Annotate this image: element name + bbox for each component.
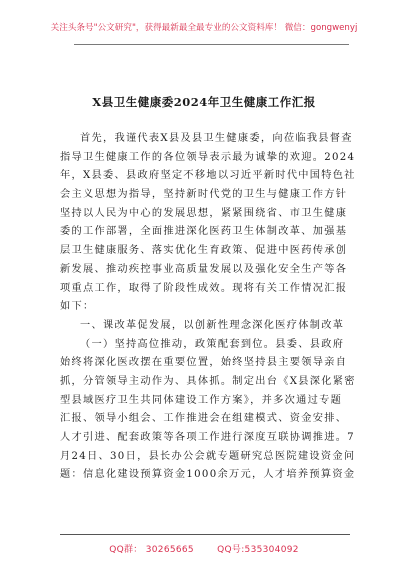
body-line: 如下：	[60, 301, 95, 313]
footer-contact	[0, 542, 408, 555]
body-line: 汇报、领导小组会、工作推进会在组建模式、资金安排、	[60, 413, 348, 425]
footer	[0, 534, 408, 580]
header-banner	[0, 0, 408, 62]
body-line: （一）坚持高位推动，政策配套到位。县委、县政府	[80, 338, 345, 350]
body-line: 型县域医疗卫生共同体建设工作方案》，并多次通过专题	[60, 394, 343, 406]
banner-text: 关注头条号"公文研究"，获得最新最全最专业的公文资料库！ 微信：gongwenyj	[50, 23, 358, 33]
footer-divider	[60, 534, 350, 535]
body-line: 层卫生健康服务、落实优化生育政策、促进中医药传承创	[60, 245, 348, 257]
body-line: 一、课改革促发展，以创新性理念深化医疗体制改革	[80, 319, 345, 331]
body-line: 委的工作部署，全面推进深化医药卫生体制改革、加强基	[60, 226, 348, 238]
header-divider	[74, 44, 349, 45]
body-line: 项重点工作，取得了阶段性成效。现将有关工作情况汇报	[60, 282, 348, 294]
body-line: 人才引进、配套政策等各项工作进行深度互联协调推进。7	[60, 432, 355, 443]
body-line: 始终将深化医改摆在重要位置，始终坚持县主要领导亲自	[60, 357, 348, 369]
document-title: X县卫生健康委2024年卫生健康工作汇报	[92, 95, 316, 109]
body-line: 坚持以人民为中心的发展思想，紧紧围绕省、市卫生健康	[60, 207, 348, 219]
body-line: 题：信息化建设预算资金1000余万元，人才培养预算资金	[60, 469, 356, 481]
footer-qq-number: QQ号:535304092	[217, 545, 299, 555]
body-line: 新发展、推动疾控事业高质量发展以及强化安全生产等各	[60, 263, 348, 275]
body-line: 指导卫生健康工作的各位领导表示最为诚挚的欢迎。2024	[60, 151, 356, 163]
body-line: 会主义思想为指导，坚持新时代党的卫生与健康工作方针	[60, 189, 348, 201]
body-line: 抓，分管领导主动作为、具体抓。制定出台《X县深化紧密	[60, 375, 356, 387]
body-line: 年，X县委、县政府坚定不移地以习近平新时代中国特色社	[60, 170, 356, 182]
footer-qq-group: QQ群： 30265665	[109, 545, 194, 555]
body-line: 月24日、30日，县长办公会就专题研究总医院建设资金问	[60, 450, 356, 462]
body-line: 首先，我谨代表X县及县卫生健康委，向莅临我县督查	[80, 133, 353, 144]
document-body	[60, 130, 356, 485]
